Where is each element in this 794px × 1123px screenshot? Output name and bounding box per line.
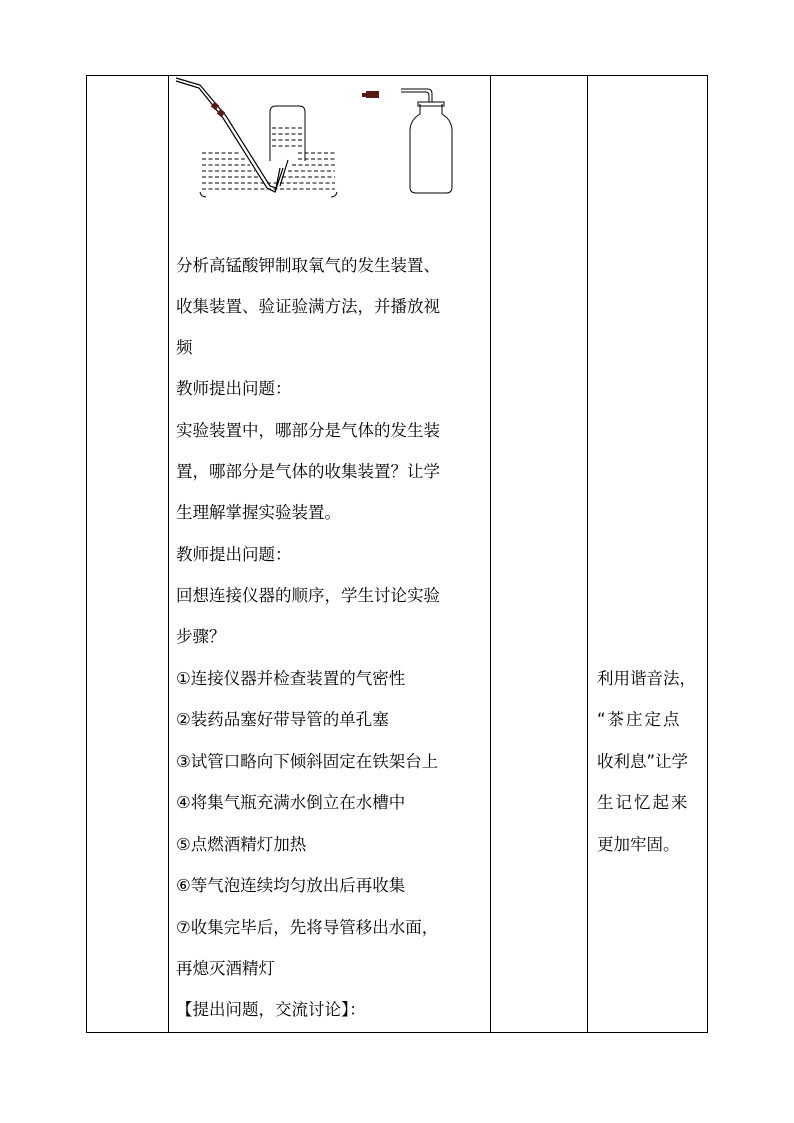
paragraph-line: 生理解掌握实验装置。 <box>176 503 341 522</box>
step-item: ⑤点燃酒精灯加热 <box>176 835 307 854</box>
water-trough-icon <box>200 153 337 197</box>
design-note-cell <box>589 76 707 1032</box>
stopper-icon <box>211 91 379 117</box>
paragraph-line: 分析高锰酸钾制取氧气的发生装置、 <box>176 256 440 275</box>
step-item: ⑦收集完毕后，先将导管移出水面， <box>176 918 439 937</box>
paragraph-line: 步骤？ <box>176 627 226 646</box>
column-divider <box>168 76 169 1032</box>
note-line: 收利息”让学 <box>597 752 689 771</box>
step-item: ⑥等气泡连续均匀放出后再收集 <box>176 876 406 895</box>
step-item: ④将集气瓶充满水倒立在水槽中 <box>176 793 406 812</box>
paragraph-line: 教师提出问题： <box>176 545 292 564</box>
note-line: “茶庄定点 <box>597 710 682 729</box>
note-line: 利用谐音法， <box>597 669 696 688</box>
gas-bottle-icon <box>401 89 452 193</box>
delivery-tube-icon <box>176 78 288 192</box>
paragraph-line: 回想连接仪器的顺序，学生讨论实验 <box>176 586 440 605</box>
step-item: ③试管口略向下倾斜固定在铁架台上 <box>176 752 439 771</box>
paragraph-line: 实验装置中，哪部分是气体的发生装 <box>176 421 440 440</box>
paragraph-line: 收集装置、验证验满方法，并播放视 <box>176 297 440 316</box>
note-line: 生记忆起来 <box>597 793 690 812</box>
discussion-heading: 【提出问题，交流讨论】： <box>176 1000 366 1019</box>
step-item: ①连接仪器并检查装置的气密性 <box>176 669 406 688</box>
paragraph-line: 教师提出问题： <box>176 379 292 398</box>
column-divider <box>587 76 588 1032</box>
lesson-table <box>86 75 708 1033</box>
paragraph-line: 频 <box>176 338 193 357</box>
step-item: 再熄灭酒精灯 <box>176 959 275 978</box>
step-item: ②装药品塞好带导管的单孔塞 <box>176 710 389 729</box>
note-line: 更加牢固。 <box>597 835 680 854</box>
teaching-process-cell <box>170 76 490 1032</box>
paragraph-line: 置，哪部分是气体的收集装置？让学 <box>176 462 440 481</box>
apparatus-figure <box>170 76 490 206</box>
column-divider <box>490 76 491 1032</box>
